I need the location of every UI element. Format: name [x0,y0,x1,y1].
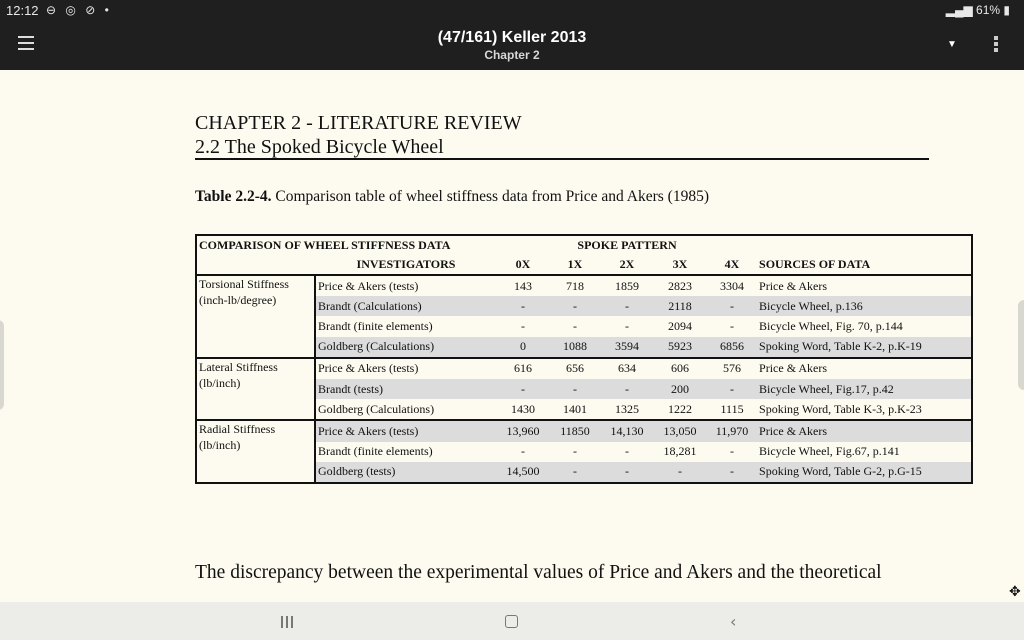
stiffness-category [197,420,315,482]
stiffness-category [197,358,315,421]
value-cell: - [625,444,629,459]
value-cell: 2094 [668,318,692,333]
value-cell: 1325 [615,401,639,416]
investigator-cell: Brandt (Calculations) [315,296,497,316]
sources-header: SOURCES OF DATA [757,255,971,275]
source-cell: Bicycle Wheel, p.136 [757,296,971,316]
value-cell: - [653,462,707,482]
source-cell: Price & Akers [757,275,971,296]
value-cell: 1222 [668,401,692,416]
table-caption: Table 2.2-4. Comparison table of wheel stiffness data from Price and Akers (1985) [195,188,709,205]
dropdown-arrow-icon[interactable]: ▼ [947,39,957,50]
document-page [0,70,1024,602]
value-cell: 1088 [549,337,601,358]
value-cell: 200 [653,379,707,399]
table-header-row-2 [197,255,971,275]
status-time: 12:12 [6,3,39,18]
value-cell: - [497,379,549,399]
table-title: COMPARISON OF WHEEL STIFFNESS DATA [199,238,451,252]
battery-level: ▂▄▆ 61% ▮ [945,3,1010,17]
value-cell: - [730,318,735,333]
back-icon[interactable]: ‹ [730,612,737,631]
document-title-area [0,29,1024,62]
heading-rule [195,158,929,160]
document-subtitle: Chapter 2 [484,48,540,62]
value-cell: 13,050 [653,420,707,441]
pattern-header: 1X [549,255,601,275]
value-cell: - [601,296,653,316]
table-header-row-1 [197,236,971,255]
investigator-cell: Goldberg (tests) [315,462,497,482]
value-cell: 11850 [549,420,601,441]
value-cell: - [549,296,601,316]
left-page-edge [0,320,4,410]
value-cell: - [497,296,549,316]
value-cell: 2118 [653,296,707,316]
value-cell: 1430 [511,401,535,416]
table-row [197,420,971,441]
investigator-cell: Goldberg (Calculations) [315,337,497,358]
chapter-heading [195,111,522,159]
right-page-edge [1018,300,1024,390]
value-cell: 0 [497,337,549,358]
value-cell: - [549,379,601,399]
status-bar [0,0,1024,22]
value-cell: - [521,318,525,333]
table-row [197,358,971,379]
source-cell: Spoking Word, Table G-2, p.G-15 [757,462,971,482]
spoke-pattern-header: SPOKE PATTERN [577,238,677,252]
value-cell: 14,130 [601,420,653,441]
category-label: Radial Stiffness [199,422,276,437]
recent-apps-icon[interactable] [281,616,293,628]
value-cell: - [707,379,757,399]
value-cell: - [730,444,735,459]
home-icon[interactable] [505,615,518,628]
investigator-cell: Price & Akers (tests) [315,420,497,441]
value-cell: - [521,444,525,459]
app-bar [0,22,1024,70]
stiffness-table [195,234,973,484]
value-cell: - [601,462,653,482]
value-cell: 11,970 [707,420,757,441]
document-title: (47/161) Keller 2013 [437,29,587,46]
category-label: Torsional Stiffness [199,277,289,291]
investigator-cell: Brandt (finite elements) [318,444,433,459]
pattern-header: 0X [497,255,549,275]
category-unit: (lb/inch) [199,438,241,453]
category-label: Lateral Stiffness [199,359,278,374]
investigators-header: INVESTIGATORS [315,255,497,275]
more-options-icon[interactable] [994,36,1000,54]
value-cell: - [573,444,577,459]
investigator-cell: Price & Akers (tests) [315,358,497,379]
move-cursor-icon: ✥ [1009,584,1021,600]
stiffness-category [197,275,315,358]
pattern-header: 3X [653,255,707,275]
value-cell: 1859 [601,275,653,296]
value-cell: 13,960 [497,420,549,441]
value-cell: 18,281 [663,444,697,459]
value-cell: 3304 [707,275,757,296]
value-cell: 14,500 [497,462,549,482]
source-cell: Price & Akers [757,358,971,379]
value-cell: 616 [497,358,549,379]
value-cell: - [573,318,577,333]
pattern-header: 4X [707,255,757,275]
value-cell: 2823 [653,275,707,296]
value-cell: 3594 [601,337,653,358]
investigator-cell: Brandt (finite elements) [318,318,433,333]
pattern-header: 2X [601,255,653,275]
category-unit: (inch-lb/degree) [199,293,277,307]
investigator-cell: Price & Akers (tests) [315,275,497,296]
chapter-title: CHAPTER 2 - LITERATURE REVIEW [195,112,522,134]
value-cell: 1401 [563,401,587,416]
signal-icon: ▂▄▆ [945,3,977,17]
source-cell: Bicycle Wheel, Fig.17, p.42 [757,379,971,399]
value-cell: 576 [707,358,757,379]
value-cell: 718 [549,275,601,296]
source-cell: Price & Akers [757,420,971,441]
source-cell: Spoking Word, Table K-2, p.K-19 [757,337,971,358]
battery-icon: ▮ [1000,3,1010,17]
investigator-cell: Goldberg (Calculations) [318,401,435,416]
value-cell: - [601,379,653,399]
value-cell: 6856 [707,337,757,358]
value-cell: 1115 [720,401,744,416]
value-cell: - [707,296,757,316]
value-cell: - [549,462,601,482]
navigation-bar [0,602,1024,640]
category-unit: (lb/inch) [199,375,241,390]
source-cell: Bicycle Wheel, Fig.67, p.141 [759,444,900,459]
value-cell: - [707,462,757,482]
table-row [197,275,971,296]
value-cell: 143 [497,275,549,296]
section-title: 2.2 The Spoked Bicycle Wheel [195,136,444,158]
status-icons: ⊖ ◎ ⊘ • [46,3,112,17]
value-cell: 656 [549,358,601,379]
value-cell: 606 [653,358,707,379]
investigator-cell: Brandt (tests) [315,379,497,399]
source-cell: Bicycle Wheel, Fig. 70, p.144 [759,318,903,333]
value-cell: 634 [601,358,653,379]
value-cell: 5923 [653,337,707,358]
source-cell: Spoking Word, Table K-3, p.K-23 [759,401,922,416]
body-paragraph: The discrepancy between the experimental values of Price and Akers and the theoretical [195,562,882,583]
value-cell: - [625,318,629,333]
